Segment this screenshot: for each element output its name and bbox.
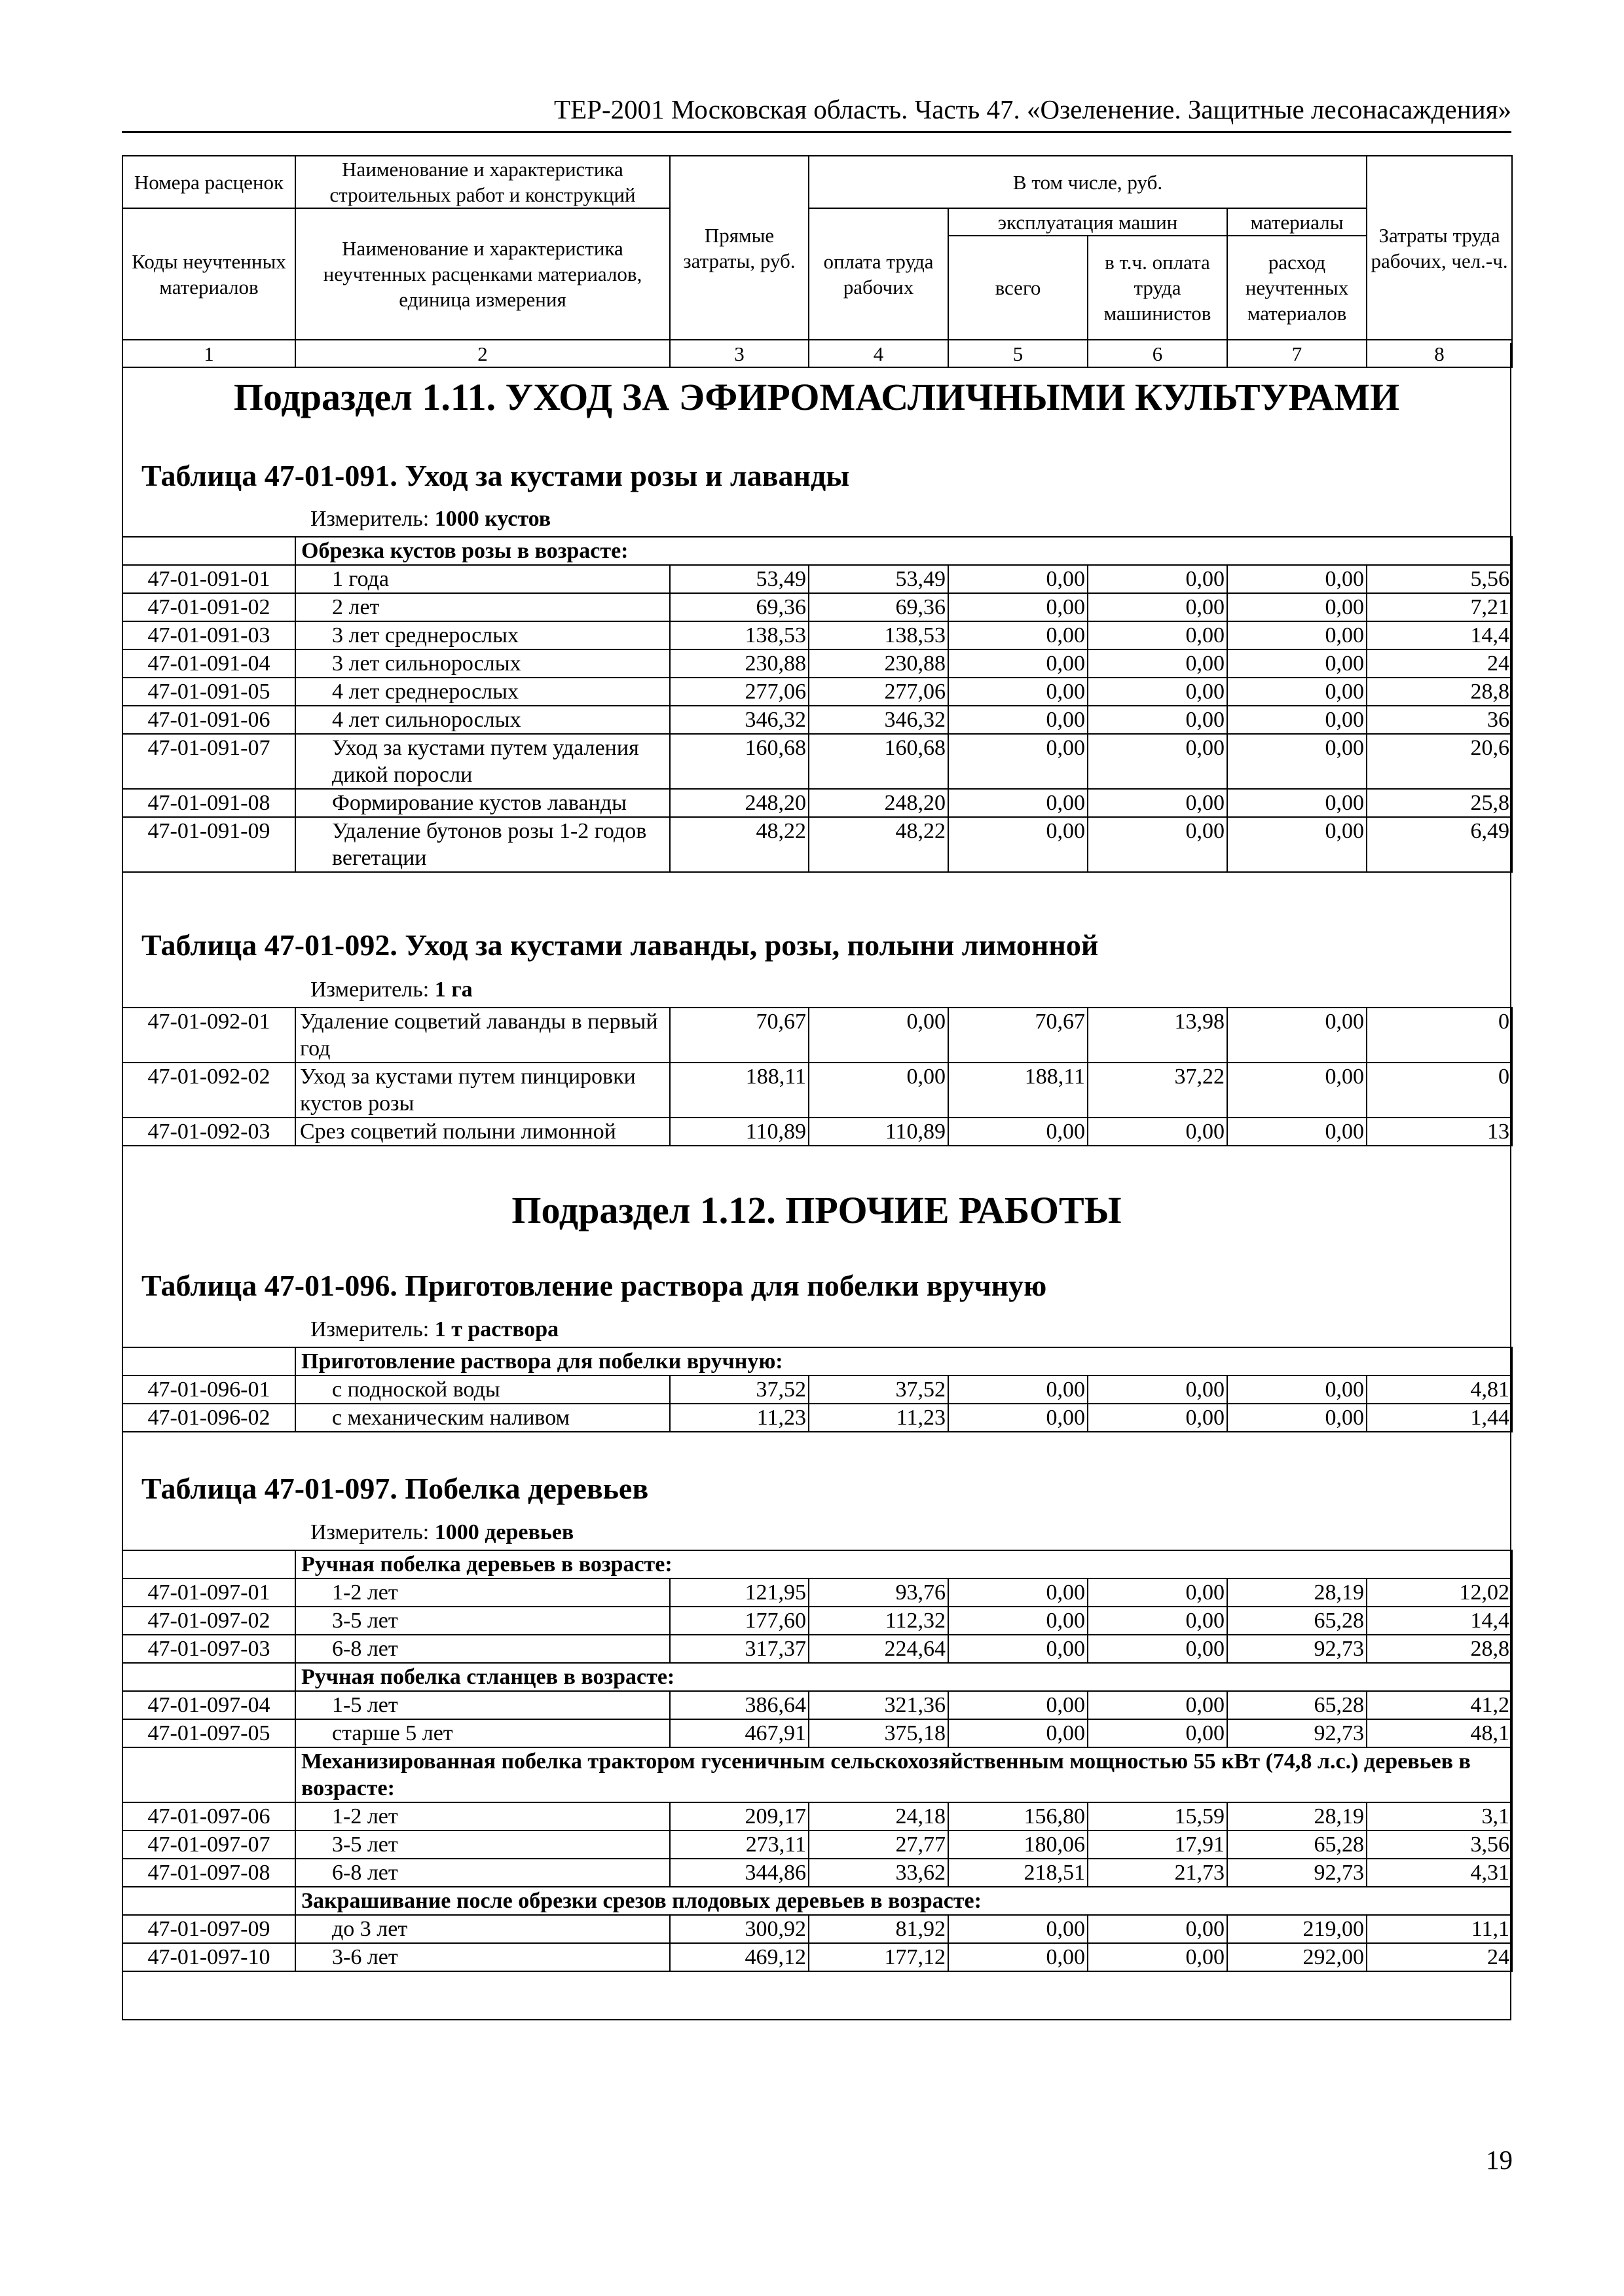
- direct-costs-value: 160,68: [670, 734, 809, 789]
- measure-097: [310, 1519, 574, 1546]
- materials-value: 92,73: [1227, 1859, 1367, 1887]
- machinists-pay-value: 0,00: [1088, 1943, 1227, 1971]
- materials-value: 92,73: [1227, 1635, 1367, 1663]
- labor-pay-value: 177,12: [809, 1943, 948, 1971]
- machines-total-value: 0,00: [948, 1404, 1088, 1432]
- materials-value: 0,00: [1227, 706, 1367, 734]
- table-row: [122, 734, 1512, 789]
- machinists-pay-value: 13,98: [1088, 1008, 1227, 1063]
- machinists-pay-value: 0,00: [1088, 706, 1227, 734]
- labor-pay-value: 48,22: [809, 817, 948, 872]
- materials-value: 0,00: [1227, 1063, 1367, 1118]
- direct-costs-value: 177,60: [670, 1607, 809, 1635]
- direct-costs-value: 53,49: [670, 565, 809, 593]
- rate-code: 47-01-091-05: [122, 678, 295, 706]
- machinists-pay-value: 0,00: [1088, 649, 1227, 678]
- header-mat-consumption: расход неучтенных материалов: [1227, 236, 1367, 340]
- header-rates-no: Номера расценок: [122, 156, 295, 208]
- labor-pay-value: 93,76: [809, 1578, 948, 1607]
- machinists-pay-value: 0,00: [1088, 1915, 1227, 1943]
- rate-code: 47-01-097-05: [122, 1719, 295, 1747]
- labor-pay-value: 138,53: [809, 621, 948, 649]
- rate-code: 47-01-091-02: [122, 593, 295, 621]
- machinists-pay-value: 0,00: [1088, 1607, 1227, 1635]
- direct-costs-value: 48,22: [670, 817, 809, 872]
- table-row: [122, 1063, 1512, 1118]
- table-row: [122, 1607, 1512, 1635]
- machinists-pay-value: 0,00: [1088, 1376, 1227, 1404]
- direct-costs-value: 11,23: [670, 1404, 809, 1432]
- work-name: 1-2 лет: [295, 1578, 670, 1607]
- subheading-row: [122, 1663, 1512, 1691]
- table-row: [122, 1578, 1512, 1607]
- machinists-pay-value: 0,00: [1088, 1578, 1227, 1607]
- labor-pay-value: 346,32: [809, 706, 948, 734]
- materials-value: 65,28: [1227, 1607, 1367, 1635]
- column-number: 5: [948, 340, 1088, 367]
- rate-code: 47-01-091-01: [122, 565, 295, 593]
- table-row: [122, 1404, 1512, 1432]
- work-name: 2 лет: [295, 593, 670, 621]
- labor-costs-value: 14,4: [1367, 1607, 1512, 1635]
- rate-code: 47-01-096-02: [122, 1404, 295, 1432]
- column-number: 6: [1088, 340, 1227, 367]
- measure-096: [310, 1316, 559, 1343]
- direct-costs-value: 188,11: [670, 1063, 809, 1118]
- materials-value: 0,00: [1227, 678, 1367, 706]
- work-name: до 3 лет: [295, 1915, 670, 1943]
- subheading: Механизированная побелка трактором гусеничным сельскохозяйственным мощностью 55 кВт (74,8 л.с.) деревьев в возрасте:: [295, 1747, 1512, 1802]
- labor-costs-value: 3,56: [1367, 1831, 1512, 1859]
- labor-costs-value: 14,4: [1367, 621, 1512, 649]
- column-number: 4: [809, 340, 948, 367]
- rate-code: 47-01-092-01: [122, 1008, 295, 1063]
- machinists-pay-value: 0,00: [1088, 1118, 1227, 1146]
- rate-code: 47-01-091-08: [122, 789, 295, 817]
- measure-091: [310, 505, 551, 533]
- table-row: [122, 1802, 1512, 1831]
- materials-value: 28,19: [1227, 1578, 1367, 1607]
- labor-costs-value: 1,44: [1367, 1404, 1512, 1432]
- measure-label: Измеритель:: [310, 507, 430, 531]
- subheading: Обрезка кустов розы в возрасте:: [295, 537, 1512, 565]
- labor-pay-value: 230,88: [809, 649, 948, 678]
- measure-value: 1 т раствора: [434, 1317, 559, 1341]
- measure-label: Измеритель:: [310, 1317, 430, 1341]
- direct-costs-value: 209,17: [670, 1802, 809, 1831]
- machinists-pay-value: 0,00: [1088, 1719, 1227, 1747]
- work-name: с подноской воды: [295, 1376, 670, 1404]
- empty-code-cell: [122, 1663, 295, 1691]
- labor-costs-value: 13: [1367, 1118, 1512, 1146]
- empty-code-cell: [122, 1887, 295, 1915]
- labor-pay-value: 69,36: [809, 593, 948, 621]
- direct-costs-value: 346,32: [670, 706, 809, 734]
- header-name-materials: Наименование и характеристика неучтенных расценками материалов, единица измерения: [295, 208, 670, 340]
- materials-value: 0,00: [1227, 1376, 1367, 1404]
- direct-costs-value: 37,52: [670, 1376, 809, 1404]
- work-name: 1-2 лет: [295, 1802, 670, 1831]
- machinists-pay-value: 0,00: [1088, 734, 1227, 789]
- labor-pay-value: 27,77: [809, 1831, 948, 1859]
- labor-pay-value: 375,18: [809, 1719, 948, 1747]
- header-labor-pay: оплата труда рабочих: [809, 208, 948, 340]
- machinists-pay-value: 0,00: [1088, 1635, 1227, 1663]
- labor-pay-value: 110,89: [809, 1118, 948, 1146]
- work-name: 3 лет сильнорослых: [295, 649, 670, 678]
- labor-pay-value: 81,92: [809, 1915, 948, 1943]
- direct-costs-value: 121,95: [670, 1578, 809, 1607]
- rates-table-096: [122, 1347, 1513, 1432]
- work-name: 6-8 лет: [295, 1635, 670, 1663]
- machines-total-value: 0,00: [948, 1376, 1088, 1404]
- rates-table-097: [122, 1550, 1513, 1972]
- labor-costs-value: 4,81: [1367, 1376, 1512, 1404]
- header-direct-costs: Прямые затраты, руб.: [670, 156, 809, 340]
- labor-pay-value: 33,62: [809, 1859, 948, 1887]
- subheading-row: [122, 537, 1512, 565]
- machines-total-value: 0,00: [948, 621, 1088, 649]
- materials-value: 92,73: [1227, 1719, 1367, 1747]
- labor-costs-value: 11,1: [1367, 1915, 1512, 1943]
- table-row: [122, 706, 1512, 734]
- machines-total-value: 0,00: [948, 706, 1088, 734]
- labor-costs-value: 24: [1367, 649, 1512, 678]
- table-row: [122, 593, 1512, 621]
- machines-total-value: 70,67: [948, 1008, 1088, 1063]
- table-row: [122, 1831, 1512, 1859]
- machinists-pay-value: 0,00: [1088, 565, 1227, 593]
- machines-total-value: 0,00: [948, 565, 1088, 593]
- rate-code: 47-01-097-08: [122, 1859, 295, 1887]
- labor-pay-value: 37,52: [809, 1376, 948, 1404]
- materials-value: 0,00: [1227, 1008, 1367, 1063]
- subheading-row: [122, 1550, 1512, 1578]
- work-name: 3-6 лет: [295, 1943, 670, 1971]
- subheading: Закрашивание после обрезки срезов плодовых деревьев в возрасте:: [295, 1887, 1512, 1915]
- labor-costs-value: 20,6: [1367, 734, 1512, 789]
- rate-code: 47-01-097-01: [122, 1578, 295, 1607]
- machinists-pay-value: 0,00: [1088, 1404, 1227, 1432]
- empty-code-cell: [122, 1550, 295, 1578]
- labor-pay-value: 277,06: [809, 678, 948, 706]
- rates-table-091: [122, 536, 1513, 873]
- measure-value: 1000 кустов: [434, 507, 551, 531]
- materials-value: 28,19: [1227, 1802, 1367, 1831]
- header-materials: материалы: [1227, 208, 1367, 236]
- work-name: 4 лет среднерослых: [295, 678, 670, 706]
- labor-pay-value: 248,20: [809, 789, 948, 817]
- materials-value: 65,28: [1227, 1831, 1367, 1859]
- machines-total-value: 0,00: [948, 1118, 1088, 1146]
- direct-costs-value: 386,64: [670, 1691, 809, 1719]
- machinists-pay-value: 21,73: [1088, 1859, 1227, 1887]
- subheading: Приготовление раствора для побелки вручную:: [295, 1347, 1512, 1376]
- machines-total-value: 0,00: [948, 734, 1088, 789]
- measure-value: 1 га: [434, 977, 473, 1002]
- work-name: Уход за кустами путем пинцировки кустов розы: [295, 1063, 670, 1118]
- table-row: [122, 1859, 1512, 1887]
- table-row: [122, 621, 1512, 649]
- materials-value: 0,00: [1227, 734, 1367, 789]
- work-name: 1 года: [295, 565, 670, 593]
- materials-value: 0,00: [1227, 593, 1367, 621]
- labor-costs-value: 12,02: [1367, 1578, 1512, 1607]
- empty-code-cell: [122, 1747, 295, 1802]
- table-row: [122, 1719, 1512, 1747]
- materials-value: 219,00: [1227, 1915, 1367, 1943]
- rate-code: 47-01-091-06: [122, 706, 295, 734]
- rate-code: 47-01-097-10: [122, 1943, 295, 1971]
- direct-costs-value: 469,12: [670, 1943, 809, 1971]
- rate-code: 47-01-096-01: [122, 1376, 295, 1404]
- labor-costs-value: 25,8: [1367, 789, 1512, 817]
- machines-total-value: 0,00: [948, 1607, 1088, 1635]
- subheading-row: [122, 1747, 1512, 1802]
- rate-code: 47-01-097-04: [122, 1691, 295, 1719]
- machines-total-value: 188,11: [948, 1063, 1088, 1118]
- machines-total-value: 180,06: [948, 1831, 1088, 1859]
- labor-costs-value: 0: [1367, 1008, 1512, 1063]
- table-title-097: Таблица 47-01-097. Побелка деревьев: [141, 1472, 649, 1505]
- rate-code: 47-01-097-06: [122, 1802, 295, 1831]
- machines-total-value: 0,00: [948, 678, 1088, 706]
- rate-code: 47-01-091-07: [122, 734, 295, 789]
- column-number: 8: [1367, 340, 1512, 367]
- table-row: [122, 817, 1512, 872]
- labor-costs-value: 36: [1367, 706, 1512, 734]
- table-row: [122, 1915, 1512, 1943]
- direct-costs-value: 273,11: [670, 1831, 809, 1859]
- work-name: 3-5 лет: [295, 1831, 670, 1859]
- table-row: [122, 1118, 1512, 1146]
- machines-total-value: 218,51: [948, 1859, 1088, 1887]
- subheading: Ручная побелка деревьев в возрасте:: [295, 1550, 1512, 1578]
- header-name-works: Наименование и характеристика строительных работ и конструкций: [295, 156, 670, 208]
- materials-value: 0,00: [1227, 1118, 1367, 1146]
- materials-value: 0,00: [1227, 789, 1367, 817]
- machinists-pay-value: 0,00: [1088, 593, 1227, 621]
- labor-costs-value: 0: [1367, 1063, 1512, 1118]
- subheading: Ручная побелка стланцев в возрасте:: [295, 1663, 1512, 1691]
- labor-pay-value: 160,68: [809, 734, 948, 789]
- column-number: 3: [670, 340, 809, 367]
- machines-total-value: 0,00: [948, 649, 1088, 678]
- header-incl: В том числе, руб.: [809, 156, 1367, 208]
- subheading-row: [122, 1887, 1512, 1915]
- rate-code: 47-01-092-03: [122, 1118, 295, 1146]
- labor-costs-value: 24: [1367, 1943, 1512, 1971]
- machinists-pay-value: 0,00: [1088, 789, 1227, 817]
- direct-costs-value: 110,89: [670, 1118, 809, 1146]
- machines-total-value: 0,00: [948, 593, 1088, 621]
- work-name: Срез соцветий полыни лимонной: [295, 1118, 670, 1146]
- table-title-091: Таблица 47-01-091. Уход за кустами розы и лаванды: [141, 459, 850, 492]
- direct-costs-value: 467,91: [670, 1719, 809, 1747]
- header-machines: эксплуатация машин: [948, 208, 1227, 236]
- direct-costs-value: 70,67: [670, 1008, 809, 1063]
- machinists-pay-value: 17,91: [1088, 1831, 1227, 1859]
- section-title-1-11: Подраздел 1.11. УХОД ЗА ЭФИРОМАСЛИЧНЫМИ КУЛЬТУРАМИ: [233, 376, 1400, 418]
- materials-value: 292,00: [1227, 1943, 1367, 1971]
- direct-costs-value: 317,37: [670, 1635, 809, 1663]
- machinists-pay-value: 37,22: [1088, 1063, 1227, 1118]
- labor-costs-value: 6,49: [1367, 817, 1512, 872]
- table-row: [122, 1943, 1512, 1971]
- direct-costs-value: 230,88: [670, 649, 809, 678]
- direct-costs-value: 300,92: [670, 1915, 809, 1943]
- machinists-pay-value: 0,00: [1088, 621, 1227, 649]
- machines-total-value: 0,00: [948, 1915, 1088, 1943]
- section-title-1-12: Подраздел 1.12. ПРОЧИЕ РАБОТЫ: [511, 1189, 1122, 1231]
- work-name: 3 лет среднерослых: [295, 621, 670, 649]
- header-labor-costs: Затраты труда рабочих, чел.-ч.: [1367, 156, 1512, 340]
- rate-code: 47-01-097-07: [122, 1831, 295, 1859]
- column-number: 1: [122, 340, 295, 367]
- work-name: Уход за кустами путем удаления дикой поросли: [295, 734, 670, 789]
- empty-code-cell: [122, 537, 295, 565]
- labor-costs-value: 3,1: [1367, 1802, 1512, 1831]
- table-row: [122, 1376, 1512, 1404]
- rates-table-092: [122, 1007, 1513, 1146]
- table-row: [122, 678, 1512, 706]
- labor-pay-value: 0,00: [809, 1008, 948, 1063]
- work-name: Удаление соцветий лаванды в первый год: [295, 1008, 670, 1063]
- work-name: Формирование кустов лаванды: [295, 789, 670, 817]
- column-header-table: [122, 155, 1513, 368]
- work-name: 6-8 лет: [295, 1859, 670, 1887]
- column-number: 7: [1227, 340, 1367, 367]
- materials-value: 0,00: [1227, 1404, 1367, 1432]
- page-number: 19: [1486, 2145, 1513, 2175]
- rate-code: 47-01-091-03: [122, 621, 295, 649]
- labor-pay-value: 53,49: [809, 565, 948, 593]
- table-title-092: Таблица 47-01-092. Уход за кустами лаванды, розы, полыни лимонной: [141, 928, 1099, 962]
- work-name: 4 лет сильнорослых: [295, 706, 670, 734]
- work-name: с механическим наливом: [295, 1404, 670, 1432]
- measure-092: [310, 976, 473, 1004]
- direct-costs-value: 69,36: [670, 593, 809, 621]
- machinists-pay-value: 0,00: [1088, 817, 1227, 872]
- machines-total-value: 0,00: [948, 1719, 1088, 1747]
- labor-costs-value: 48,1: [1367, 1719, 1512, 1747]
- rate-code: 47-01-097-03: [122, 1635, 295, 1663]
- machines-total-value: 0,00: [948, 817, 1088, 872]
- machines-total-value: 156,80: [948, 1802, 1088, 1831]
- measure-value: 1000 деревьев: [434, 1520, 574, 1544]
- work-name: старше 5 лет: [295, 1719, 670, 1747]
- materials-value: 0,00: [1227, 621, 1367, 649]
- table-row: [122, 565, 1512, 593]
- subheading-row: [122, 1347, 1512, 1376]
- labor-pay-value: 11,23: [809, 1404, 948, 1432]
- direct-costs-value: 277,06: [670, 678, 809, 706]
- work-name: 3-5 лет: [295, 1607, 670, 1635]
- rate-code: 47-01-097-09: [122, 1915, 295, 1943]
- page-header: ТЕР-2001 Московская область. Часть 47. «Озеленение. Защитные лесонасаждения»: [122, 93, 1511, 133]
- empty-code-cell: [122, 1347, 295, 1376]
- machines-total-value: 0,00: [948, 1943, 1088, 1971]
- materials-value: 0,00: [1227, 565, 1367, 593]
- labor-costs-value: 41,2: [1367, 1691, 1512, 1719]
- header-machinists-pay: в т.ч. оплата труда машинистов: [1088, 236, 1227, 340]
- labor-costs-value: 7,21: [1367, 593, 1512, 621]
- machinists-pay-value: 15,59: [1088, 1802, 1227, 1831]
- table-row: [122, 1635, 1512, 1663]
- machinists-pay-value: 0,00: [1088, 678, 1227, 706]
- labor-costs-value: 4,31: [1367, 1859, 1512, 1887]
- labor-costs-value: 28,8: [1367, 1635, 1512, 1663]
- measure-label: Измеритель:: [310, 1520, 430, 1544]
- table-row: [122, 649, 1512, 678]
- direct-costs-value: 138,53: [670, 621, 809, 649]
- labor-pay-value: 112,32: [809, 1607, 948, 1635]
- machinists-pay-value: 0,00: [1088, 1691, 1227, 1719]
- machines-total-value: 0,00: [948, 1578, 1088, 1607]
- rate-code: 47-01-092-02: [122, 1063, 295, 1118]
- work-name: Удаление бутонов розы 1-2 годов вегетации: [295, 817, 670, 872]
- machines-total-value: 0,00: [948, 789, 1088, 817]
- measure-label: Измеритель:: [310, 977, 430, 1002]
- direct-costs-value: 248,20: [670, 789, 809, 817]
- table-row: [122, 789, 1512, 817]
- labor-pay-value: 0,00: [809, 1063, 948, 1118]
- materials-value: 0,00: [1227, 817, 1367, 872]
- machines-total-value: 0,00: [948, 1691, 1088, 1719]
- labor-pay-value: 321,36: [809, 1691, 948, 1719]
- work-name: 1-5 лет: [295, 1691, 670, 1719]
- table-row: [122, 1008, 1512, 1063]
- rate-code: 47-01-091-04: [122, 649, 295, 678]
- materials-value: 65,28: [1227, 1691, 1367, 1719]
- labor-costs-value: 5,56: [1367, 565, 1512, 593]
- materials-value: 0,00: [1227, 649, 1367, 678]
- machines-total-value: 0,00: [948, 1635, 1088, 1663]
- header-total: всего: [948, 236, 1088, 340]
- table-title-096: Таблица 47-01-096. Приготовление раствора для побелки вручную: [141, 1269, 1047, 1302]
- labor-pay-value: 224,64: [809, 1635, 948, 1663]
- rate-code: 47-01-091-09: [122, 817, 295, 872]
- rate-code: 47-01-097-02: [122, 1607, 295, 1635]
- labor-pay-value: 24,18: [809, 1802, 948, 1831]
- table-row: [122, 1691, 1512, 1719]
- labor-costs-value: 28,8: [1367, 678, 1512, 706]
- direct-costs-value: 344,86: [670, 1859, 809, 1887]
- header-codes: Коды неучтенных материалов: [122, 208, 295, 340]
- column-number: 2: [295, 340, 670, 367]
- content-frame: [122, 343, 1511, 2020]
